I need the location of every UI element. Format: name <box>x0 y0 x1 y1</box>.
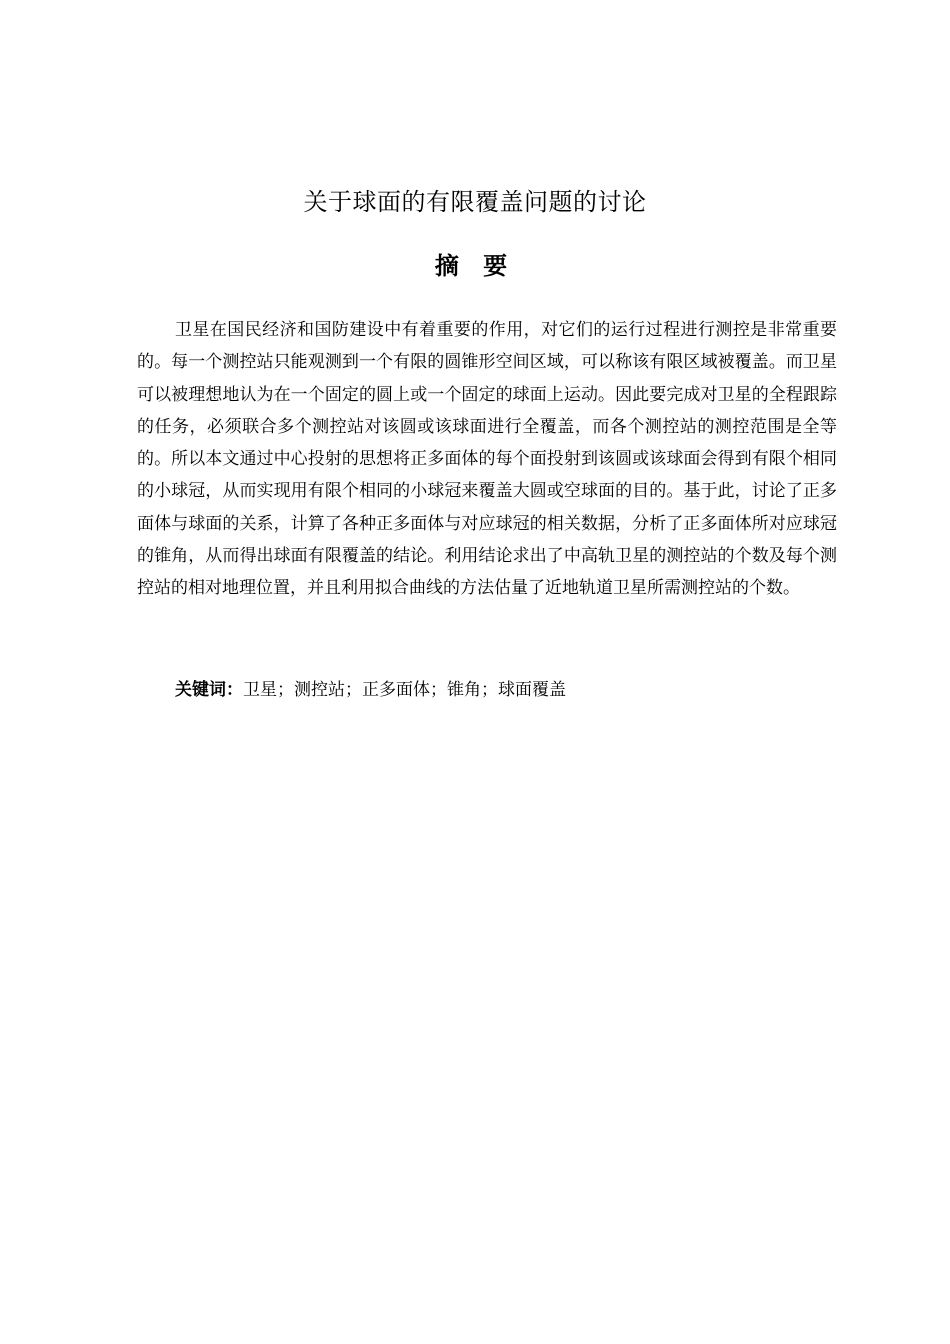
keywords-list: 卫星；测控站；正多面体；锥角；球面覆盖 <box>243 680 566 700</box>
abstract-heading: 摘 要 <box>434 252 516 280</box>
paper-title: 关于球面的有限覆盖问题的讨论 <box>303 188 647 216</box>
keywords-label: 关键词： <box>175 680 243 700</box>
keywords-line <box>175 674 835 706</box>
abstract-paragraph: 卫星在国民经济和国防建设中有着重要的作用，对它们的运行过程进行测控是非常重要的。每一个测控站只能观测到一个有限的圆锥形空间区域，可以称该有限区域被覆盖。而卫星可以被理想地认为在一个固定的圆上或一个固定的球面上运动。因此要完成对卫星的全程跟踪的任务，必须联合多个测控站对该圆或该球面进行全覆盖，而各个测控站的测控范围是全等的。所以本文通过中心投射的思想将正多面体的每个面投射到该圆或该球面会得到有限个相同的小球冠，从而实现用有限个相同的小球冠来覆盖大圆或空球面的目的。基于此，讨论了正多面体与球面的关系，计算了各种正多面体与对应球冠的相关数据，分析了正多面体所对应球冠的锥角，从而得出球面有限覆盖的结论。利用结论求出了中高轨卫星的测控站的个数及每个测控站的相对地理位置，并且利用拟合曲线的方法估量了近地轨道卫星所需测控站的个数。 <box>137 320 837 599</box>
